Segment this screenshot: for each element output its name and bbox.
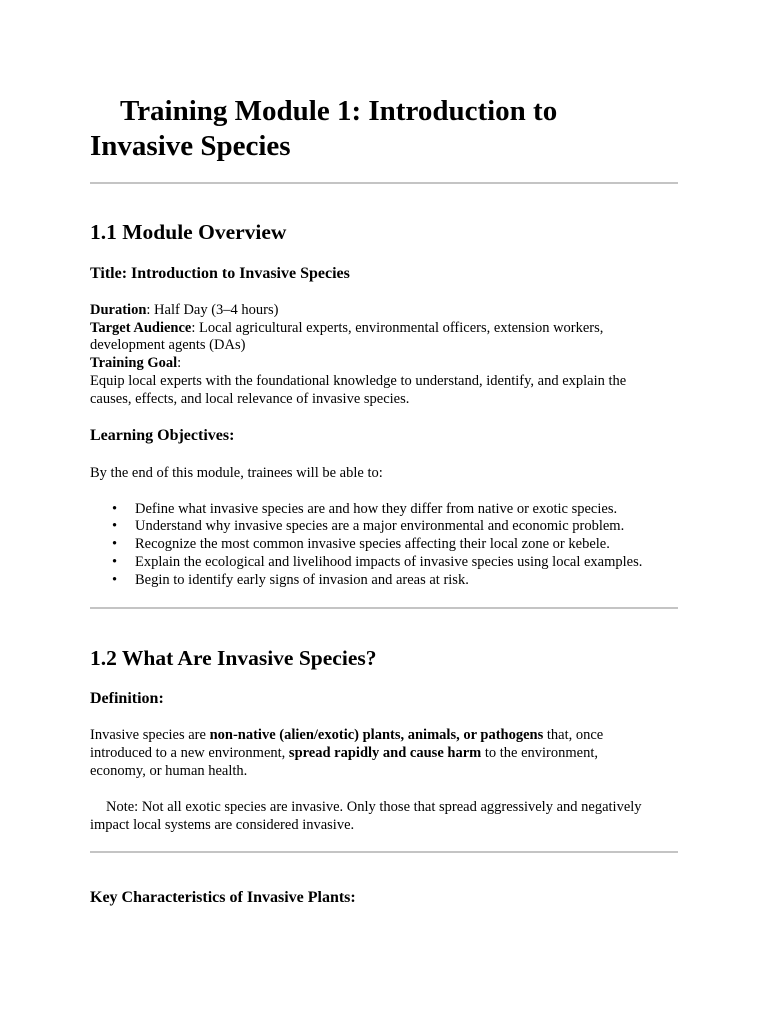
definition-text: introduced to a new environment, (90, 745, 289, 761)
definition-text: that, once (543, 727, 604, 743)
objectives-heading: Learning Objectives: (90, 427, 235, 444)
divider (90, 607, 678, 609)
definition-heading: Definition: (90, 690, 164, 707)
divider (90, 851, 678, 853)
definition-emphasis: spread rapidly and cause harm (288, 745, 482, 761)
title-line-2: Invasive Species (90, 130, 291, 162)
goal-text-2: causes, effects, and local relevance of invasive species. (90, 390, 410, 407)
objective-text: Define what invasive species are and how they differ from native or exotic species. (135, 500, 618, 517)
title-line-1: Training Module 1: Introduction to (120, 95, 558, 127)
divider (90, 182, 678, 184)
audience-line (90, 320, 680, 338)
goal-line (90, 355, 680, 373)
duration-label: Duration (90, 302, 147, 318)
objectives-intro: By the end of this module, trainees will be able to: (90, 464, 383, 481)
objectives-list (90, 501, 680, 590)
list-item (90, 554, 680, 572)
page-title (90, 94, 690, 164)
duration-value: : Half Day (3–4 hours) (146, 302, 279, 318)
definition-line-1 (90, 727, 680, 745)
goal-text-1: Equip local experts with the foundational knowledge to understand, identify, and explain the (90, 372, 627, 389)
objective-text: Explain the ecological and livelihood impacts of invasive species using local examples. (135, 553, 643, 570)
list-item (90, 518, 680, 536)
section-heading-overview: 1.1 Module Overview (90, 220, 287, 244)
audience-label: Target Audience (90, 319, 192, 336)
note-line-2: impact local systems are considered invasive. (90, 817, 355, 833)
definition-line-3: economy, or human health. (90, 762, 248, 779)
bullet: • (112, 571, 118, 588)
bullet: • (112, 536, 118, 553)
objective-text: Begin to identify early signs of invasion and areas at risk. (135, 571, 469, 588)
duration-line (90, 302, 680, 320)
note-line-1: Note: Not all exotic species are invasive. Only those that spread aggressively and negatively (106, 799, 642, 815)
module-title-subheading: Title: Introduction to Invasive Species (90, 265, 350, 282)
bullet: • (112, 518, 118, 535)
list-item (90, 501, 680, 519)
audience-value: : Local agricultural experts, environmental officers, extension workers, (191, 319, 604, 336)
key-characteristics-heading: Key Characteristics of Invasive Plants: (90, 889, 356, 906)
definition-line-2 (90, 745, 680, 763)
definition-text: to the environment, (481, 745, 598, 761)
audience-line-2: development agents (DAs) (90, 337, 246, 353)
list-item (90, 572, 680, 590)
section-heading-what-are: 1.2 What Are Invasive Species? (90, 646, 377, 670)
objective-text: Recognize the most common invasive species affecting their local zone or kebele. (135, 536, 610, 553)
list-item (90, 536, 680, 554)
goal-label: Training Goal (90, 354, 178, 371)
objective-text: Understand why invasive species are a major environmental and economic problem. (135, 518, 625, 535)
bullet: • (112, 500, 118, 517)
definition-emphasis: non-native (alien/exotic) plants, animals, or pathogens (209, 727, 544, 743)
definition-text: Invasive species are (90, 727, 210, 743)
bullet: • (112, 553, 118, 570)
goal-colon: : (177, 354, 182, 371)
